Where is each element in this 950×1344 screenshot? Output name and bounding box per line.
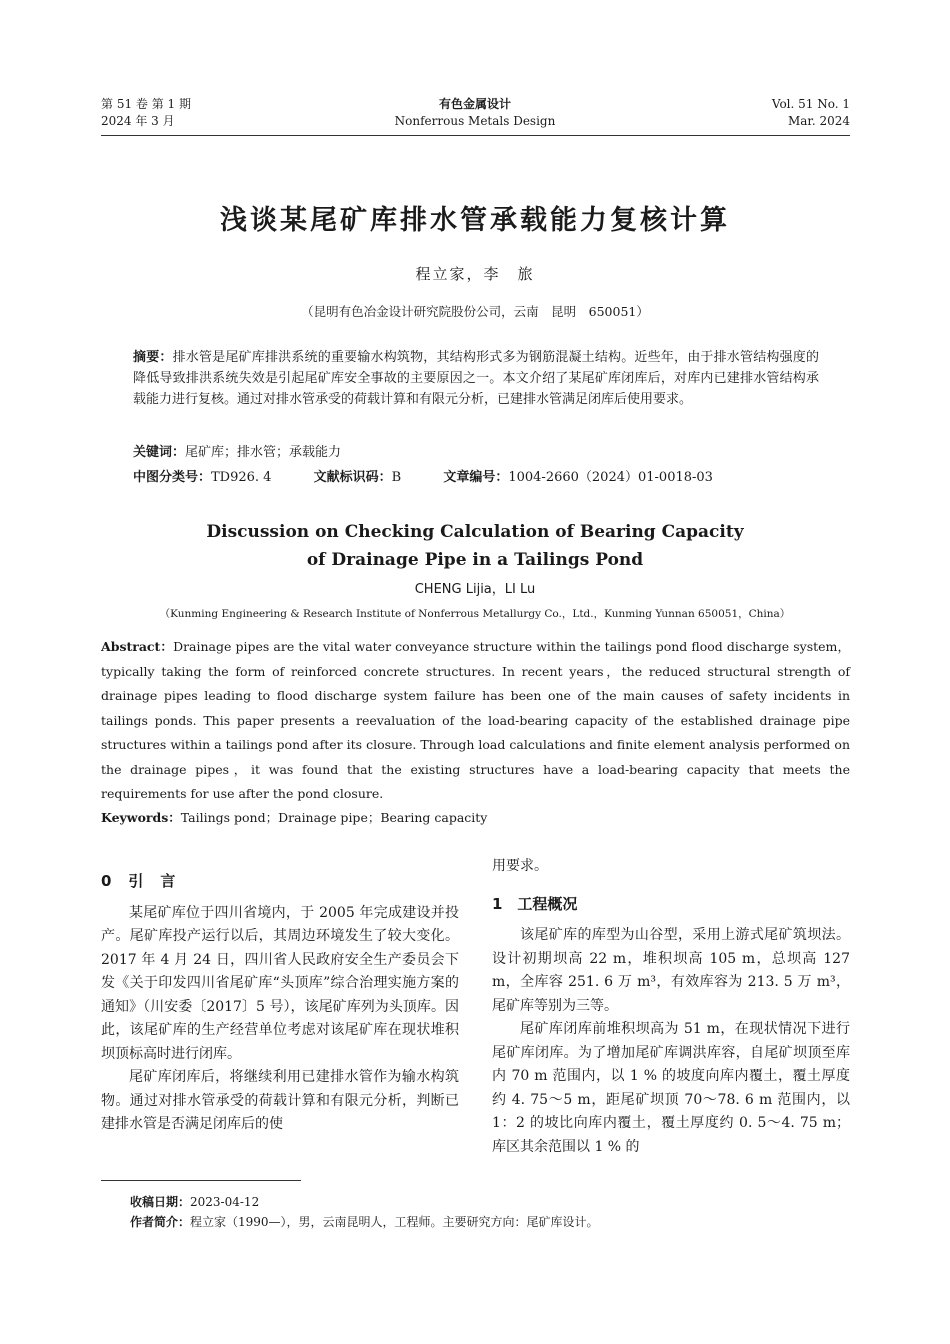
footnote-rule bbox=[101, 1180, 301, 1181]
keywords-en: Keywords：Tailings pond；Drainage pipe；Bearing capacity bbox=[101, 810, 488, 825]
section-heading-0: 0 引 言 bbox=[101, 872, 177, 890]
affiliation-cn: （昆明有色冶金设计研究院股份公司，云南 昆明 650051） bbox=[301, 304, 649, 319]
abstract-cn-text: 排水管是尾矿库排洪系统的重要输水构筑物，其结构形式多为钢筋混凝土结构。近些年，由于排水管结构强度的降低导致排洪系统失效是引起尾矿库安全事故的主要原因之一。本文介绍了某尾矿库闭库后，对库内已建排水管结构承载能力进行复核。通过对排水管承受的荷载计算和有限元分析，已建排水管满足闭库后使用要求。 bbox=[133, 350, 819, 407]
authors-en: CHENG Lijia，LI Lu bbox=[414, 582, 536, 597]
authors-cn: 程立家，李 旅 bbox=[415, 265, 535, 283]
abstract-cn bbox=[133, 347, 819, 410]
intro-paragraph-1: 某尾矿库位于四川省境内，于 2005 年完成建设并投产。尾矿库投产运行以后，其周边环境发生了较大变化。2017 年 4 月 24 日，四川省人民政府安全生产委员会下发《关于印发四川省尾矿库“头顶库”综合治理实施方案的通知》（川安委〔2017〕5 号），该尾矿库列为头顶库。因此，该尾矿库的生产经营单位考虑对该尾矿库在现状堆积坝顶标高时进行闭库。 bbox=[101, 904, 459, 1062]
footnote: 收稿日期：2023-04-12 作者简介：程立家（1990—），男，云南昆明人，工程师。主要研究方向：尾矿库设计。 bbox=[130, 1195, 599, 1229]
header-rule bbox=[101, 135, 850, 136]
classification-line: 中图分类号：TD926. 4 文献标识码：B 文章编号：1004-2660（2024）01-0018-03 bbox=[133, 470, 713, 485]
affiliation-en: （Kunming Engineering & Research Institute of Nonferrous Metallurgy Co.，Ltd.，Kunming Yunnan 650051，China） bbox=[159, 608, 791, 620]
abstract-en: Abstract：Drainage pipes are the vital water conveyance structure within the tailings pond flood discharge system，typically taking the form of reinforced concrete structures. In recent years，the reduced structural strength of drainage pipes leading to flood discharge system failure has been one of the main causes of safety incidents in tailings ponds. This paper presents a reevaluation of the load-bearing capacity of the established drainage pipe structures within a tailings pond after its closure. Through load calculations and finite element analysis performed on the drainage pipes，it was found that the existing structures have a load-bearing capacity that meets the requirements for use after the pond closure. bbox=[101, 639, 851, 801]
intro-paragraph-2: 尾矿库闭库后，将继续利用已建排水管作为输水构筑物。通过对排水管承受的荷载计算和有限元分析，判断已建排水管是否满足闭库后的使 bbox=[101, 1069, 459, 1132]
keywords-cn: 关键词：尾矿库；排水管；承载能力 bbox=[133, 445, 342, 460]
continued-text: 用要求。 bbox=[492, 858, 548, 874]
journal-volume-en: Vol. 51 No. 1 Mar. 2024 bbox=[771, 97, 850, 128]
overview-paragraph-2: 尾矿库闭库前堆积坝高为 51 m，在现状情况下进行尾矿库闭库。为了增加尾矿库调洪库容，自尾矿坝顶至库内 70 m 范围内，以 1 % 的坡度向库内覆土，覆土厚度约 4. 75～5 m，距尾矿坝顶 70～78. 6 m 范围内，以 1：2 的坡比向库内覆土，覆土厚度约 0. 5～4. 75 m；库区其余范围以 1 % 的 bbox=[492, 1021, 850, 1155]
paper-title-en: Discussion on Checking Calculation of Bearing Capacity of Drainage Pipe in a Tailings Pond bbox=[206, 522, 744, 570]
overview-paragraph-1: 该尾矿库的库型为山谷型，采用上游式尾矿筑坝法。设计初期坝高 22 m，堆积坝高 105 m，总坝高 127 m，全库容 251. 6 万 m³，有效库容为 213. 5 万 m³，尾矿库等别为三等。 bbox=[492, 927, 850, 1014]
paper-title-cn: 浅谈某尾矿库排水管承载能力复核计算 bbox=[220, 205, 730, 236]
section-heading-1: 1 工程概况 bbox=[492, 894, 578, 913]
section-project-overview bbox=[492, 855, 850, 1159]
section-introduction bbox=[101, 870, 459, 1137]
journal-name: 有色金属设计 Nonferrous Metals Design bbox=[394, 97, 556, 128]
abstract-cn-label: 摘要： bbox=[133, 350, 173, 365]
journal-volume-issue: 第 51 卷 第 1 期 2024 年 3 月 bbox=[101, 97, 191, 128]
